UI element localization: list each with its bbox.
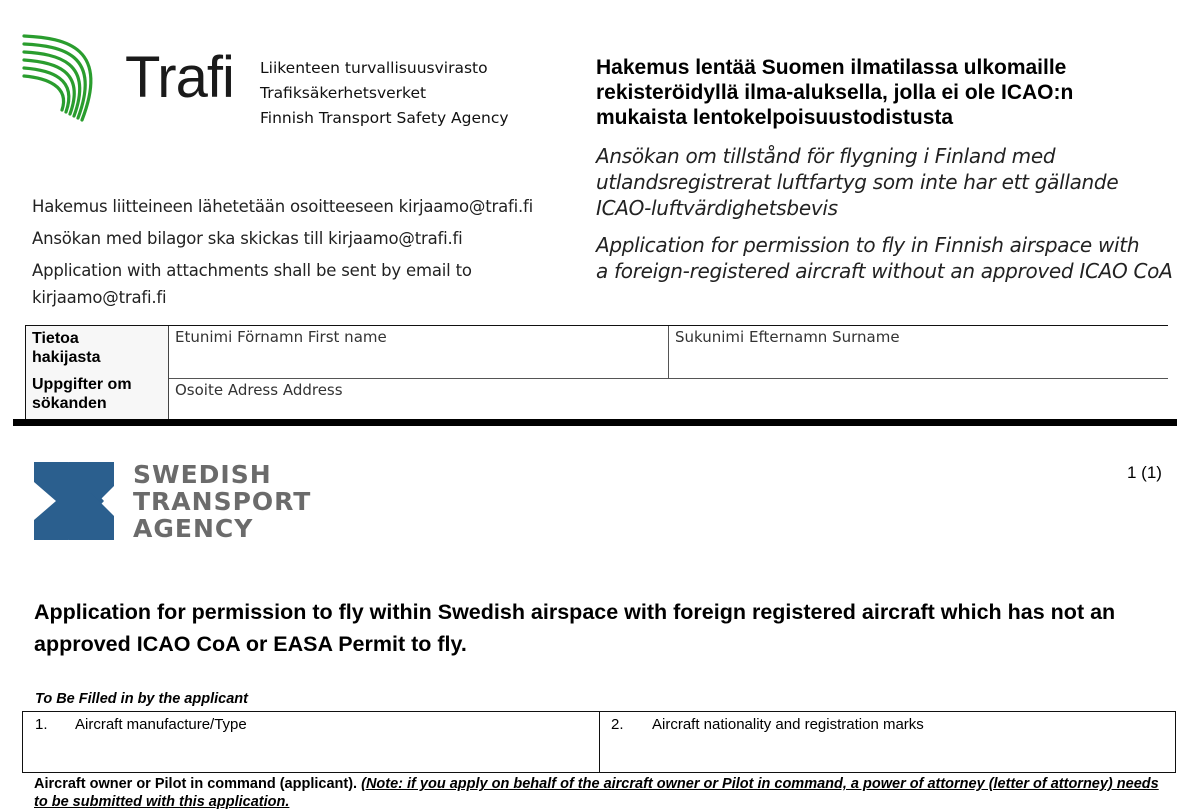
title-en-line-1: Application for permission to fly in Finnish airspace with [596, 233, 1140, 257]
address-label: Osoite Adress Address [175, 381, 343, 399]
aircraft-registration-field[interactable] [600, 712, 1175, 772]
side-label-fi-2: hakijasta [32, 349, 101, 366]
owner-label: Aircraft owner or Pilot in command (applicant). [34, 776, 358, 792]
agency-name-sv: Trafiksäkerhetsverket [260, 84, 427, 102]
address-field[interactable] [169, 379, 1168, 420]
page-number: 1 (1) [1127, 463, 1162, 482]
to-be-filled-note: To Be Filled in by the applicant [35, 691, 248, 707]
aircraft-type-label: Aircraft manufacture/Type [75, 716, 247, 733]
applicant-side-label [26, 326, 169, 420]
swedish-transport-agency-logo-mark [34, 462, 114, 540]
document-divider [13, 419, 1177, 426]
surname-label: Sukunimi Efternamn Surname [675, 328, 900, 346]
title-fi-line-1: Hakemus lentää Suomen ilmatilassa ulkomaille [596, 56, 1067, 79]
aircraft-type-field[interactable] [23, 712, 599, 772]
title-sv-line-2: utlandsregistrerat luftfartyg som inte har ett gällande [596, 170, 1119, 194]
side-label-sv-1: Uppgifter om [32, 376, 132, 393]
send-instruction-en: Application with attachments shall be sent by email to [32, 261, 472, 280]
agency-name-fi: Liikenteen turvallisuusvirasto [260, 59, 488, 77]
title-fi-line-2: rekisteröidyllä ilma-aluksella, jolla ei ole ICAO:n [596, 81, 1074, 104]
trafi-logo-swoosh [22, 32, 122, 124]
aircraft-registration-label: Aircraft nationality and registration marks [652, 716, 924, 733]
first-name-field[interactable] [169, 326, 669, 379]
swedish-application-title: Application for permission to fly within Swedish airspace with foreign registered aircraft which has not an approved ICAO CoA or EASA Permit to fly. [34, 600, 1116, 656]
side-label-sv-2: sökanden [32, 395, 107, 412]
title-sv-line-1: Ansökan om tillstånd för flygning i Finland med [596, 144, 1056, 168]
swedish-logo-line-3: AGENCY [133, 514, 254, 543]
send-instruction-fi: Hakemus liitteineen lähetetään osoitteeseen kirjaamo@trafi.fi [32, 197, 534, 216]
owner-section-heading [34, 776, 1174, 811]
first-name-label: Etunimi Förnamn First name [175, 328, 387, 346]
title-en-line-2: a foreign-registered aircraft without an approved ICAO CoA [596, 259, 1173, 283]
side-label-fi-1: Tietoa [32, 330, 79, 347]
title-fi-line-3: mukaista lentokelpoisuustodistusta [596, 106, 954, 129]
trafi-logo-text: Trafi [125, 45, 234, 110]
power-of-attorney-note: (Note: if you apply on behalf of the aircraft owner or Pilot in command, a power of attorney (letter of attorney) needs to be submitted with this application. [34, 776, 1159, 810]
send-instruction-en-email: kirjaamo@trafi.fi [32, 288, 167, 307]
swedish-logo-line-1: SWEDISH [133, 460, 272, 489]
title-sv-line-3: ICAO-luftvärdighetsbevis [596, 196, 838, 220]
applicant-info-table [25, 325, 1168, 420]
surname-field[interactable] [669, 326, 1168, 379]
swedish-logo-line-2: TRANSPORT [133, 487, 312, 516]
agency-name-en: Finnish Transport Safety Agency [260, 109, 509, 127]
send-instruction-sv: Ansökan med bilagor ska skickas till kirjaamo@trafi.fi [32, 229, 463, 248]
field-1-number: 1. [35, 716, 48, 733]
aircraft-info-table [22, 711, 1176, 773]
field-2-number: 2. [611, 716, 624, 733]
